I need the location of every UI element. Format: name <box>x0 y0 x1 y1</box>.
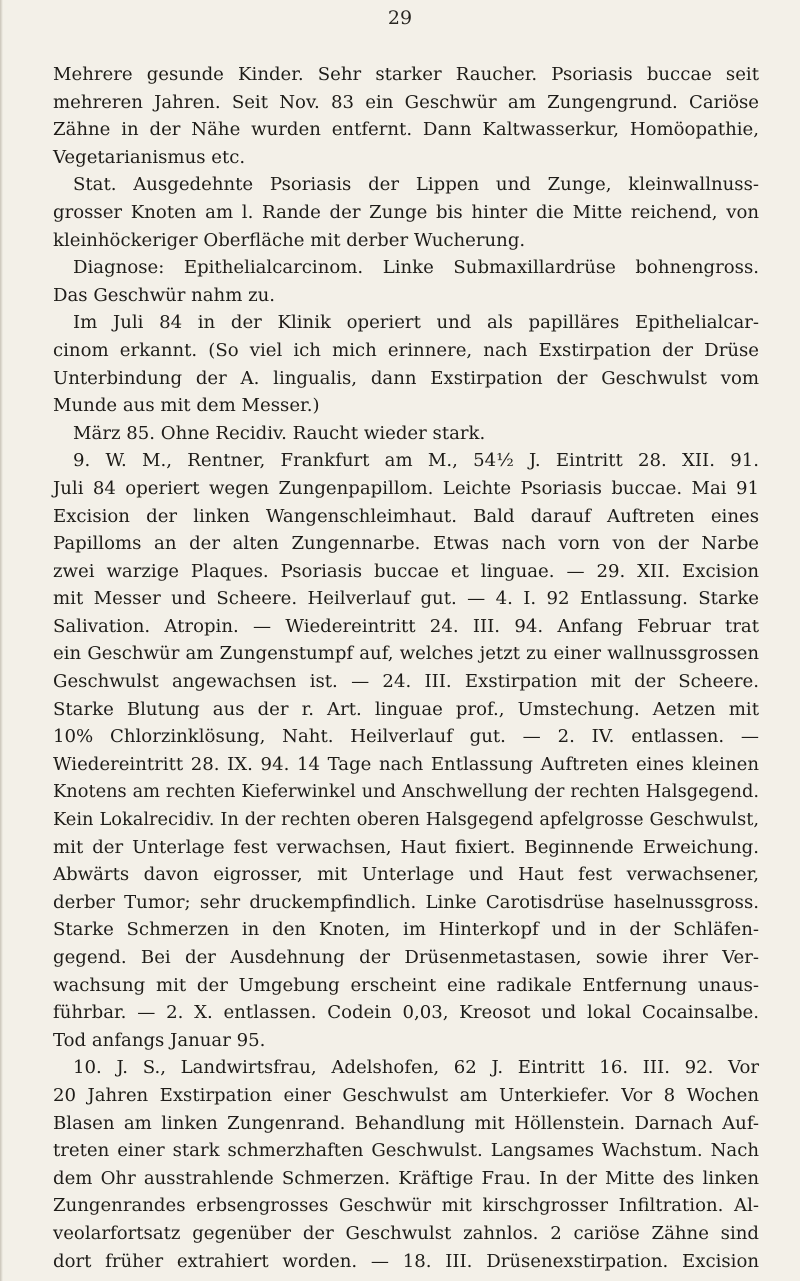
text-line: kleinhöckeriger Oberfläche mit derber Wucherung. <box>53 229 526 251</box>
text-line: Abwärts davon eigrosser, mit Unterlage und Haut fest verwachsener, <box>53 864 759 886</box>
text-line: Excision der linken Wangenschleimhaut. Bald darauf Auftreten eines <box>53 505 759 527</box>
text-line: mehreren Jahren. Seit Nov. 83 ein Geschwür am Zungengrund. Cariöse <box>53 91 759 113</box>
text-line: 20 Jahren Exstirpation einer Geschwulst am Unterkiefer. Vor 8 Wochen <box>53 1084 759 1106</box>
text-line: Knotens am rechten Kieferwinkel und Anschwellung der rechten Halsgegend. <box>53 781 759 803</box>
text-line: grosser Knoten am l. Rande der Zunge bis hinter die Mitte reichend, von <box>53 201 759 223</box>
text-line: Diagnose: Epithelialcarcinom. Linke Submaxillardrüse bohnengross. <box>73 257 759 279</box>
text-line: Stat. Ausgedehnte Psoriasis der Lippen und Zunge, kleinwallnuss- <box>73 174 759 196</box>
text-line: Wiedereintritt 28. IX. 94. 14 Tage nach Entlassung Auftreten eines kleinen <box>53 753 759 775</box>
text-line: Tod anfangs Januar 95. <box>53 1029 266 1051</box>
text-line: 10. J. S., Landwirtsfrau, Adelshofen, 62 J. Eintritt 16. III. 92. Vor <box>73 1057 759 1079</box>
text-line: Starke Blutung aus der r. Art. linguae prof., Umstechung. Aetzen mit <box>53 698 759 720</box>
text-line: zwei warzige Plaques. Psoriasis buccae et linguae. — 29. XII. Excision <box>53 560 759 582</box>
page-edge-shadow <box>0 0 3 1281</box>
text-line: Zähne in der Nähe wurden entfernt. Dann Kaltwasserkur, Homöopathie, <box>53 119 759 141</box>
text-line: gegend. Bei der Ausdehnung der Drüsenmetastasen, sowie ihrer Ver- <box>53 947 759 968</box>
text-line: Papilloms an der alten Zungennarbe. Etwas nach vorn von der Narbe <box>53 533 759 555</box>
text-line: Unterbindung der A. lingualis, dann Exstirpation der Geschwulst vom <box>53 367 759 389</box>
text-line: Geschwulst angewachsen ist. — 24. III. Exstirpation mit der Scheere. <box>53 671 759 693</box>
text-line: Kein Lokalrecidiv. In der rechten oberen Halsgegend apfelgrosse Geschwulst, <box>53 809 759 831</box>
text-line: Zungenrandes erbsengrosses Geschwür mit kirschgrosser Infiltration. Al- <box>53 1195 759 1217</box>
text-line: 9. W. M., Rentner, Frankfurt am M., 54½ J. Eintritt 28. XII. 91. <box>73 450 759 472</box>
text-line: Blasen am linken Zungenrand. Behandlung mit Höllenstein. Darnach Auf- <box>53 1112 759 1134</box>
body-text <box>53 61 759 1275</box>
text-line: Vegetarianismus etc. <box>53 146 246 168</box>
text-line: mit der Unterlage fest verwachsen, Haut fixiert. Beginnende Erweichung. <box>53 836 759 858</box>
text-line: Munde aus mit dem Messer.) <box>53 395 320 417</box>
text-line: dort früher extrahiert worden. — 18. III. Drüsenexstirpation. Excision <box>53 1250 759 1272</box>
text-line: Im Juli 84 in der Klinik operiert und als papilläres Epithelialcar- <box>73 312 759 334</box>
text-line: cinom erkannt. (So viel ich mich erinnere, nach Exstirpation der Drüse <box>53 339 759 361</box>
text-line: Juli 84 operiert wegen Zungenpapillom. Leichte Psoriasis buccae. Mai 91 <box>53 477 759 499</box>
text-line: dem Ohr ausstrahlende Schmerzen. Kräftige Frau. In der Mitte des linken <box>53 1167 759 1189</box>
text-line: März 85. Ohne Recidiv. Raucht wieder stark. <box>73 422 486 444</box>
text-line: führbar. — 2. X. entlassen. Codein 0,03, Kreosot und lokal Cocainsalbe. <box>53 1002 759 1024</box>
text-line: 10% Chlorzinklösung, Naht. Heilverlauf gut. — 2. IV. entlassen. — <box>53 726 759 748</box>
text-line: mit Messer und Scheere. Heilverlauf gut. — 4. I. 92 Entlassung. Starke <box>53 588 759 610</box>
text-line: derber Tumor; sehr druckempfindlich. Linke Carotisdrüse haselnussgross. <box>53 891 759 913</box>
text-line: Salivation. Atropin. — Wiedereintritt 24. III. 94. Anfang Februar trat <box>53 615 759 637</box>
text-line: Starke Schmerzen in den Knoten, im Hinterkopf und in der Schläfen- <box>53 919 759 941</box>
text-line: ein Geschwür am Zungenstumpf auf, welches jetzt zu einer wallnussgrossen <box>53 643 759 665</box>
text-line: Mehrere gesunde Kinder. Sehr starker Raucher. Psoriasis buccae seit <box>53 64 759 85</box>
text-line: treten einer stark schmerzhaften Geschwulst. Langsames Wachstum. Nach <box>53 1140 759 1162</box>
page-number: 29 <box>387 7 413 29</box>
text-line: veolarfortsatz gegenüber der Geschwulst zahnlos. 2 cariöse Zähne sind <box>53 1222 759 1244</box>
text-line: Das Geschwür nahm zu. <box>53 284 276 306</box>
text-line: wachsung mit der Umgebung erscheint eine radikale Entfernung unaus- <box>53 974 759 996</box>
